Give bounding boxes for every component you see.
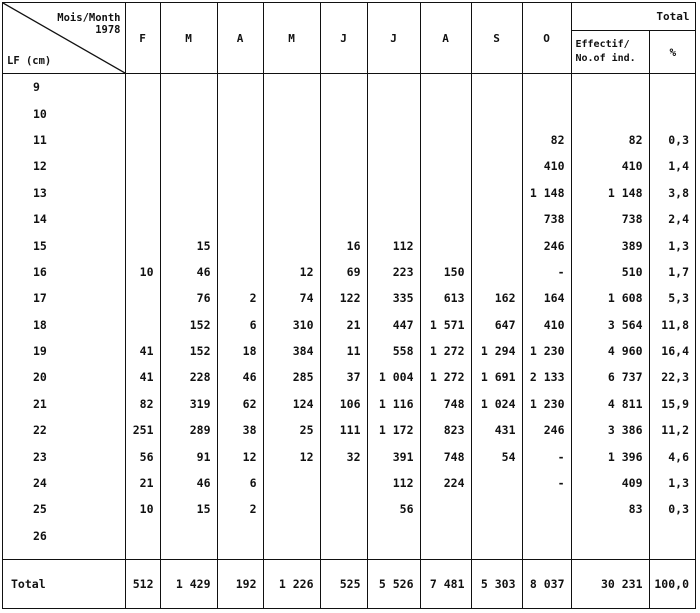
month-cell: 251 — [125, 417, 160, 443]
month-cell: 1 294 — [471, 338, 522, 364]
lf-cell: 23 — [33, 449, 47, 464]
month-cell — [217, 259, 263, 285]
month-cell — [160, 180, 217, 206]
month-cell — [217, 100, 263, 126]
effectif-cell: 3 386 — [571, 417, 649, 443]
lf-cell: 24 — [33, 476, 47, 491]
effectif-cell: 83 — [571, 496, 649, 522]
month-cell: 32 — [320, 443, 367, 469]
percent-cell — [649, 523, 695, 549]
month-cell: 38 — [217, 417, 263, 443]
month-cell — [420, 180, 471, 206]
effectif-cell: 410 — [571, 153, 649, 179]
lf-cell: 10 — [33, 106, 47, 121]
month-cell: 1 116 — [367, 391, 420, 417]
month-cell — [125, 180, 160, 206]
month-cell — [320, 180, 367, 206]
table-row — [3, 338, 695, 364]
table-row — [3, 523, 695, 549]
month-cell: 62 — [217, 391, 263, 417]
effectif-cell: 389 — [571, 232, 649, 258]
month-cell — [217, 206, 263, 232]
month-cell: 410 — [522, 153, 571, 179]
lf-cell: 20 — [33, 370, 47, 385]
month-cell — [263, 232, 320, 258]
month-cell — [320, 206, 367, 232]
month-cell: 18 — [217, 338, 263, 364]
effectif-header — [572, 31, 650, 74]
month-cell: 122 — [320, 285, 367, 311]
percent-cell: 1,7 — [649, 259, 695, 285]
month-cell — [160, 153, 217, 179]
effectif-cell: 1 148 — [571, 180, 649, 206]
total-cell: 8 037 — [522, 560, 571, 609]
year-label: 1978 — [95, 24, 121, 36]
table-row — [3, 74, 695, 101]
lf-cell: 13 — [33, 185, 47, 200]
table-row — [3, 180, 695, 206]
month-cell — [217, 127, 263, 153]
effectif-cell: 1 396 — [571, 443, 649, 469]
header-row — [3, 3, 695, 74]
month-cell — [217, 180, 263, 206]
month-cell — [217, 74, 263, 101]
table-row — [3, 364, 695, 390]
month-cell: 37 — [320, 364, 367, 390]
month-cell: 431 — [471, 417, 522, 443]
total-percent: 100,0 — [649, 560, 695, 609]
table-row — [3, 443, 695, 469]
month-cell — [367, 180, 420, 206]
month-cell — [420, 127, 471, 153]
effectif-cell: 82 — [571, 127, 649, 153]
month-cell: 319 — [160, 391, 217, 417]
month-header: M — [263, 3, 320, 74]
month-cell — [160, 523, 217, 549]
month-cell — [263, 496, 320, 522]
data-table — [3, 3, 695, 608]
table-body — [3, 74, 695, 550]
month-cell: 56 — [367, 496, 420, 522]
month-cell — [263, 100, 320, 126]
month-cell: 112 — [367, 470, 420, 496]
month-cell: 25 — [263, 417, 320, 443]
percent-cell: 2,4 — [649, 206, 695, 232]
table-row — [3, 100, 695, 126]
month-cell — [471, 523, 522, 549]
month-cell — [522, 496, 571, 522]
month-cell — [367, 153, 420, 179]
month-cell — [367, 127, 420, 153]
month-cell — [420, 100, 471, 126]
month-cell — [125, 153, 160, 179]
month-cell — [420, 523, 471, 549]
month-cell: 21 — [320, 312, 367, 338]
month-cell: 15 — [160, 232, 217, 258]
length-frequency-table — [2, 2, 696, 609]
month-cell — [367, 523, 420, 549]
month-cell — [471, 127, 522, 153]
month-cell — [471, 206, 522, 232]
month-cell: 82 — [125, 391, 160, 417]
month-cell — [125, 312, 160, 338]
total-label: Total — [3, 560, 125, 609]
table-row — [3, 391, 695, 417]
lf-cell: 26 — [33, 528, 47, 543]
month-cell: 285 — [263, 364, 320, 390]
total-header — [571, 3, 695, 74]
lf-cell: 22 — [33, 423, 47, 438]
month-cell — [263, 523, 320, 549]
table-row — [3, 285, 695, 311]
effectif-cell: 3 564 — [571, 312, 649, 338]
month-cell: 69 — [320, 259, 367, 285]
lf-cell: 25 — [33, 502, 47, 517]
total-cell: 1 429 — [160, 560, 217, 609]
month-cell — [471, 470, 522, 496]
month-cell: 1 230 — [522, 338, 571, 364]
month-axis-title: Mois/Month — [57, 12, 121, 24]
month-cell — [420, 232, 471, 258]
month-cell: 124 — [263, 391, 320, 417]
month-cell: 1 691 — [471, 364, 522, 390]
effectif-cell — [571, 523, 649, 549]
table-row — [3, 127, 695, 153]
total-cell: 1 226 — [263, 560, 320, 609]
lf-cell: 19 — [33, 344, 47, 359]
month-cell: 152 — [160, 312, 217, 338]
month-cell — [263, 127, 320, 153]
month-cell: - — [522, 259, 571, 285]
month-cell: 1 571 — [420, 312, 471, 338]
month-cell: 1 148 — [522, 180, 571, 206]
percent-cell: 5,3 — [649, 285, 695, 311]
month-cell — [160, 74, 217, 101]
table-row — [3, 232, 695, 258]
table-row — [3, 206, 695, 232]
month-cell: 56 — [125, 443, 160, 469]
month-cell: 2 — [217, 285, 263, 311]
month-cell — [420, 496, 471, 522]
month-cell — [522, 523, 571, 549]
month-cell: 748 — [420, 443, 471, 469]
month-cell — [263, 206, 320, 232]
month-cell: 447 — [367, 312, 420, 338]
month-cell: 823 — [420, 417, 471, 443]
month-cell: 410 — [522, 312, 571, 338]
month-cell — [320, 153, 367, 179]
percent-cell — [649, 74, 695, 101]
month-cell — [320, 100, 367, 126]
percent-cell: 3,8 — [649, 180, 695, 206]
lf-cell: 11 — [33, 132, 47, 147]
lf-cell: 12 — [33, 159, 47, 174]
effectif-label: Effectif/ — [575, 39, 630, 50]
month-cell: 82 — [522, 127, 571, 153]
month-cell: - — [522, 470, 571, 496]
month-cell: 558 — [367, 338, 420, 364]
percent-cell — [649, 100, 695, 126]
effectif-cell: 738 — [571, 206, 649, 232]
month-cell — [125, 206, 160, 232]
month-cell: 228 — [160, 364, 217, 390]
month-cell: - — [522, 443, 571, 469]
month-cell — [125, 127, 160, 153]
lf-cell: 16 — [33, 264, 47, 279]
month-cell — [471, 259, 522, 285]
month-cell: 6 — [217, 312, 263, 338]
month-axis-label — [57, 12, 120, 36]
month-cell — [263, 180, 320, 206]
month-cell — [217, 153, 263, 179]
month-cell: 224 — [420, 470, 471, 496]
effectif-cell: 4 960 — [571, 338, 649, 364]
month-cell: 335 — [367, 285, 420, 311]
month-cell: 384 — [263, 338, 320, 364]
effectif-cell: 1 608 — [571, 285, 649, 311]
month-cell — [217, 523, 263, 549]
month-cell — [125, 285, 160, 311]
total-effectif: 30 231 — [571, 560, 649, 609]
month-cell: 10 — [125, 496, 160, 522]
month-cell — [471, 153, 522, 179]
lf-axis-label: LF (cm) — [7, 55, 52, 67]
lf-cell: 17 — [33, 291, 47, 306]
month-cell — [367, 74, 420, 101]
spacer-row — [3, 549, 695, 560]
month-cell: 246 — [522, 417, 571, 443]
month-cell: 1 230 — [522, 391, 571, 417]
percent-cell: 1,3 — [649, 470, 695, 496]
percent-cell: 15,9 — [649, 391, 695, 417]
month-cell: 54 — [471, 443, 522, 469]
month-cell — [125, 100, 160, 126]
month-cell: 16 — [320, 232, 367, 258]
month-cell: 738 — [522, 206, 571, 232]
percent-cell: 4,6 — [649, 443, 695, 469]
no-of-ind-label: No.of ind. — [575, 53, 636, 64]
month-cell: 12 — [263, 443, 320, 469]
lf-cell: 21 — [33, 396, 47, 411]
month-cell — [471, 180, 522, 206]
lf-cell: 18 — [33, 317, 47, 332]
table-row — [3, 153, 695, 179]
month-cell: 2 — [217, 496, 263, 522]
month-cell — [320, 74, 367, 101]
month-cell — [420, 153, 471, 179]
month-cell: 112 — [367, 232, 420, 258]
effectif-cell: 6 737 — [571, 364, 649, 390]
month-header: A — [420, 3, 471, 74]
month-cell — [125, 232, 160, 258]
month-cell: 46 — [160, 259, 217, 285]
effectif-cell: 4 811 — [571, 391, 649, 417]
lf-cell: 9 — [33, 80, 40, 95]
month-cell: 46 — [217, 364, 263, 390]
month-cell: 150 — [420, 259, 471, 285]
table-row — [3, 496, 695, 522]
month-cell — [471, 496, 522, 522]
total-cell: 192 — [217, 560, 263, 609]
corner-header — [3, 3, 125, 74]
percent-cell: 11,8 — [649, 312, 695, 338]
month-header: O — [522, 3, 571, 74]
lf-cell: 15 — [33, 238, 47, 253]
month-cell: 1 272 — [420, 338, 471, 364]
total-title: Total — [572, 3, 696, 31]
lf-cell: 14 — [33, 212, 47, 227]
month-cell — [367, 100, 420, 126]
month-cell: 41 — [125, 364, 160, 390]
month-header: F — [125, 3, 160, 74]
effectif-cell: 409 — [571, 470, 649, 496]
total-cell: 525 — [320, 560, 367, 609]
month-cell — [320, 496, 367, 522]
month-cell — [160, 100, 217, 126]
effectif-cell — [571, 100, 649, 126]
percent-cell: 0,3 — [649, 127, 695, 153]
total-cell: 5 526 — [367, 560, 420, 609]
month-cell: 613 — [420, 285, 471, 311]
total-cell: 5 303 — [471, 560, 522, 609]
total-cell: 7 481 — [420, 560, 471, 609]
percent-cell: 1,4 — [649, 153, 695, 179]
month-cell: 152 — [160, 338, 217, 364]
month-cell: 12 — [263, 259, 320, 285]
month-cell: 15 — [160, 496, 217, 522]
month-header: A — [217, 3, 263, 74]
month-cell: 21 — [125, 470, 160, 496]
table-row — [3, 259, 695, 285]
month-cell — [471, 74, 522, 101]
month-cell: 748 — [420, 391, 471, 417]
month-cell — [263, 153, 320, 179]
month-cell: 310 — [263, 312, 320, 338]
month-cell: 6 — [217, 470, 263, 496]
percent-cell: 0,3 — [649, 496, 695, 522]
month-cell — [420, 74, 471, 101]
month-cell: 246 — [522, 232, 571, 258]
percent-cell: 11,2 — [649, 417, 695, 443]
month-cell: 106 — [320, 391, 367, 417]
month-cell: 1 172 — [367, 417, 420, 443]
month-cell — [367, 206, 420, 232]
month-header: S — [471, 3, 522, 74]
month-header: J — [320, 3, 367, 74]
month-cell — [217, 232, 263, 258]
month-cell — [160, 206, 217, 232]
month-cell: 1 004 — [367, 364, 420, 390]
month-cell — [471, 232, 522, 258]
month-cell: 46 — [160, 470, 217, 496]
month-cell — [125, 523, 160, 549]
table-row — [3, 470, 695, 496]
total-row — [3, 560, 695, 609]
month-cell: 1 272 — [420, 364, 471, 390]
percent-cell: 22,3 — [649, 364, 695, 390]
month-cell — [471, 100, 522, 126]
month-cell: 1 024 — [471, 391, 522, 417]
month-cell — [263, 74, 320, 101]
month-cell: 10 — [125, 259, 160, 285]
percent-header: % — [650, 31, 696, 74]
month-cell — [522, 100, 571, 126]
month-cell: 12 — [217, 443, 263, 469]
month-cell: 223 — [367, 259, 420, 285]
month-cell: 391 — [367, 443, 420, 469]
month-cell: 647 — [471, 312, 522, 338]
month-cell: 164 — [522, 285, 571, 311]
total-cell: 512 — [125, 560, 160, 609]
month-cell — [420, 206, 471, 232]
month-cell: 91 — [160, 443, 217, 469]
effectif-cell: 510 — [571, 259, 649, 285]
month-header: M — [160, 3, 217, 74]
percent-cell: 1,3 — [649, 232, 695, 258]
month-cell — [160, 127, 217, 153]
month-cell — [320, 127, 367, 153]
month-cell: 111 — [320, 417, 367, 443]
table-row — [3, 312, 695, 338]
month-cell: 162 — [471, 285, 522, 311]
month-cell: 11 — [320, 338, 367, 364]
month-header: J — [367, 3, 420, 74]
effectif-cell — [571, 74, 649, 101]
month-cell: 41 — [125, 338, 160, 364]
month-cell: 2 133 — [522, 364, 571, 390]
month-cell — [263, 470, 320, 496]
percent-cell: 16,4 — [649, 338, 695, 364]
table-row — [3, 417, 695, 443]
month-cell — [522, 74, 571, 101]
month-cell: 289 — [160, 417, 217, 443]
month-cell: 76 — [160, 285, 217, 311]
month-cell — [320, 523, 367, 549]
month-cell: 74 — [263, 285, 320, 311]
month-cell — [320, 470, 367, 496]
month-cell — [125, 74, 160, 101]
